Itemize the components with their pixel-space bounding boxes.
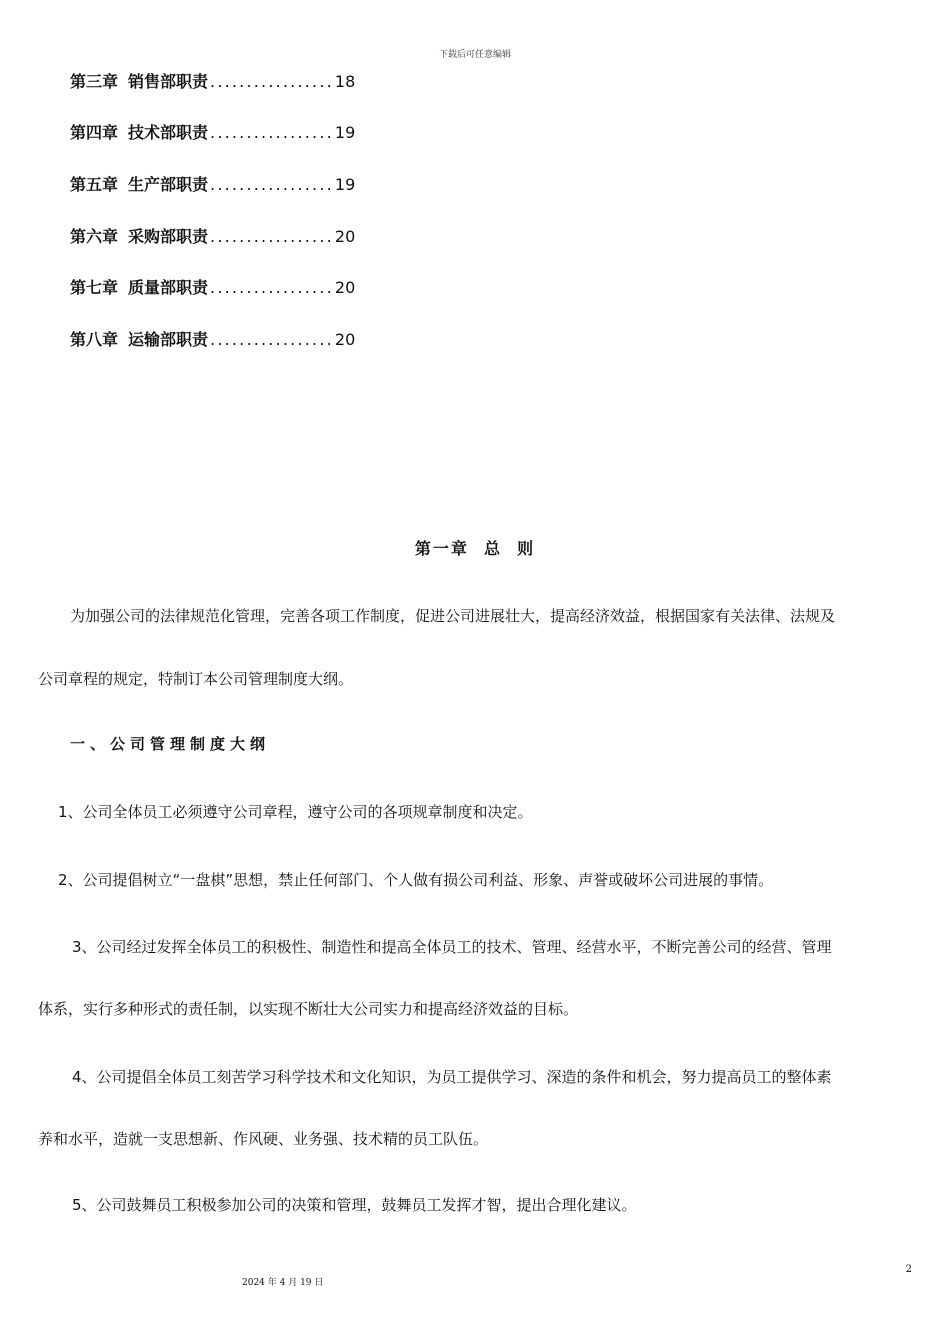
list-item: 2、公司提倡树立“一盘棋”思想，禁止任何部门、个人做有损公司利益、形象、声誉或破坏公司进展的事情。 <box>58 871 774 889</box>
toc-chapter-number: 第八章 <box>70 330 119 349</box>
toc-leader-dots: ................. <box>210 72 334 91</box>
toc-chapter-number: 第六章 <box>70 227 119 246</box>
section-heading: 一、公司管理制度大纲 <box>70 735 271 753</box>
list-item: 3、公司经过发挥全体员工的积极性、制造性和提高全体员工的技术、管理、经营水平，不断完善公司的经营、管理 <box>72 938 832 956</box>
toc-chapter-number: 第三章 <box>70 72 119 91</box>
toc-entry[interactable] <box>70 225 355 249</box>
list-item: 5、公司鼓舞员工积极参加公司的决策和管理，鼓舞员工发挥才智，提出合理化建议。 <box>72 1196 637 1214</box>
page-number: 2 <box>905 1264 912 1275</box>
toc-chapter-title: 销售部职责 <box>128 72 209 91</box>
toc-page-number: 18 <box>334 72 356 91</box>
list-item: 4、公司提倡全体员工刻苦学习科学技术和文化知识，为员工提供学习、深造的条件和机会，努力提高员工的整体素 <box>72 1068 832 1086</box>
intro-paragraph-line: 公司章程的规定，特制订本公司管理制度大纲。 <box>38 670 354 688</box>
toc-chapter-title: 运输部职责 <box>128 330 209 349</box>
list-item-continuation: 养和水平，造就一支思想新、作风硬、业务强、技术精的员工队伍。 <box>38 1130 489 1148</box>
list-item: 1、公司全体员工必须遵守公司章程，遵守公司的各项规章制度和决定。 <box>58 803 533 821</box>
header-note: 下载后可任意编辑 <box>438 50 511 60</box>
toc-leader-dots: ................. <box>210 227 334 246</box>
toc-chapter-title: 采购部职责 <box>128 227 209 246</box>
toc-page-number: 19 <box>334 175 356 194</box>
toc-chapter-number: 第四章 <box>70 123 119 142</box>
intro-paragraph-line: 为加强公司的法律规范化管理，完善各项工作制度，促进公司进展壮大，提高经济效益，根据国家有关法律、法规及 <box>70 607 836 625</box>
toc-entry[interactable] <box>70 70 355 94</box>
chapter-heading: 第一章 总 则 <box>414 539 536 558</box>
toc-page-number: 19 <box>334 123 356 142</box>
toc-chapter-title: 质量部职责 <box>128 278 209 297</box>
toc-chapter-number: 第七章 <box>70 278 119 297</box>
toc-entry[interactable] <box>70 173 355 197</box>
toc-chapter-number: 第五章 <box>70 175 119 194</box>
toc-leader-dots: ................. <box>210 278 334 297</box>
toc-entry[interactable] <box>70 121 355 145</box>
toc-chapter-title: 技术部职责 <box>128 123 209 142</box>
toc-page-number: 20 <box>334 227 356 246</box>
toc-page-number: 20 <box>334 330 356 349</box>
toc-leader-dots: ................. <box>210 123 334 142</box>
toc-entry[interactable] <box>70 328 355 352</box>
toc-leader-dots: ................. <box>210 330 334 349</box>
footer-date: 2024 年 4 月 19 日 <box>242 1278 324 1288</box>
toc-entry[interactable] <box>70 276 355 300</box>
list-item-continuation: 体系，实行多种形式的责任制，以实现不断壮大公司实力和提高经济效益的目标。 <box>38 1000 579 1018</box>
toc-chapter-title: 生产部职责 <box>128 175 209 194</box>
toc-page-number: 20 <box>334 278 356 297</box>
toc-leader-dots: ................. <box>210 175 334 194</box>
